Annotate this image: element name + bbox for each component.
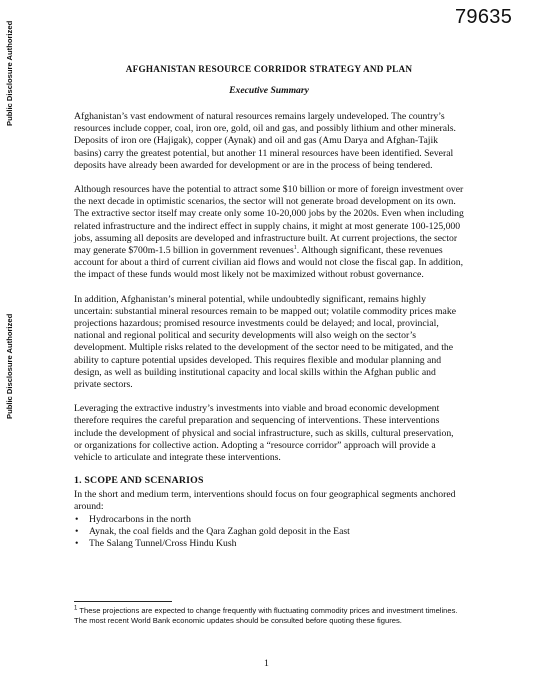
document-number: 79635 <box>455 6 513 28</box>
footnote-divider <box>74 601 172 602</box>
footnote <box>74 606 464 625</box>
disclosure-stamp-top: Public Disclosure Authorized <box>5 20 14 126</box>
list-item-text: Aynak, the coal fields and the Qara Zaghan gold deposit in the East <box>89 525 350 537</box>
document-title: AFGHANISTAN RESOURCE CORRIDOR STRATEGY AND PLAN <box>125 64 413 74</box>
section-intro: In the short and medium term, interventions should focus on four geographical segments anchored around: <box>74 489 456 513</box>
footnote-ref[interactable]: 1 <box>293 244 297 251</box>
bullet-icon: • <box>75 525 79 537</box>
paragraph-2-text: Although resources have the potential to attract some $10 billion or more of foreign investment over the next decade in optimistic scenarios, the sector will not generate broad development on its own. The extractive sector itself may create only some 10-20,000 jobs by the 2020s. Even when including related infrastructure and the indirect effect in supply chains, it might at most generate 100-125,000 jobs, assuming all deposits are developed and infrastructure built. At current projections, the sector may generate $700m-1.5 billion in government revenues <box>74 184 464 257</box>
segment-list <box>74 514 464 551</box>
document-body <box>74 64 464 551</box>
list-item <box>74 538 464 550</box>
paragraph-3: In addition, Afghanistan’s mineral potential, while undoubtedly significant, remains highly uncertain: substantial mineral resources remain to be mapped out; volatile commodity prices make projections hazardous; promised resource investments could be delayed; and local, provincial, national and regional political and security developments will also weigh on the sector’s development. Multiple risks related to the development of the sector need to be mitigated, and the ability to capture potential upsides developed. This requires flexible and modular planning and design, as well as building institutional capacity and local skills within the Afghan public and private sectors. <box>74 293 456 391</box>
list-item <box>74 526 464 538</box>
bullet-icon: • <box>75 538 79 550</box>
paragraph-2 <box>74 184 464 282</box>
paragraph-2-tail: . Although significant, these revenues account for about a third of current civilian aid flows and would not close the fiscal gap. In addition, the impact of these funds would most likely not be maximized without robust governance. <box>74 245 463 281</box>
paragraph-4: Leveraging the extractive industry’s investments into viable and broad economic development therefore requires the careful preparation and sequencing of interventions. These interventions include the development of physical and social infrastructure, such as skills, cultural preservation, or organizations for collective action. Adopting a “resource corridor” approach will provide a vehicle to articulate and integrate these interventions. <box>74 403 454 464</box>
list-item-text: Hydrocarbons in the north <box>89 513 191 525</box>
page-number: 1 <box>264 658 269 669</box>
bullet-icon: • <box>75 513 79 525</box>
list-item <box>74 514 464 526</box>
section-heading: 1. SCOPE AND SCENARIOS <box>74 475 204 487</box>
paragraph-1: Afghanistan’s vast endowment of natural resources remains largely undeveloped. The country’s resources include copper, coal, iron ore, gold, oil and gas, and possibly lithium and other minerals. Deposits of iron ore (Hajigak), copper (Aynak) and oil and gas (Amu Darya and Afghan-Tajik basins) carry the greatest potential, but another 11 mineral resources have been identified. Several deposits have already been awarded for development or are in the process of being tendered. <box>74 111 456 171</box>
footnote-text: These projections are expected to change frequently with fluctuating commodity prices and investment timelines. The most recent World Bank economic updates should be consulted before quoting these figures. <box>74 606 458 625</box>
footnote-marker: 1 <box>74 605 78 612</box>
disclosure-stamp-middle: Public Disclosure Authorized <box>5 313 14 419</box>
document-subtitle: Executive Summary <box>229 85 309 96</box>
list-item-text: The Salang Tunnel/Cross Hindu Kush <box>89 538 237 550</box>
